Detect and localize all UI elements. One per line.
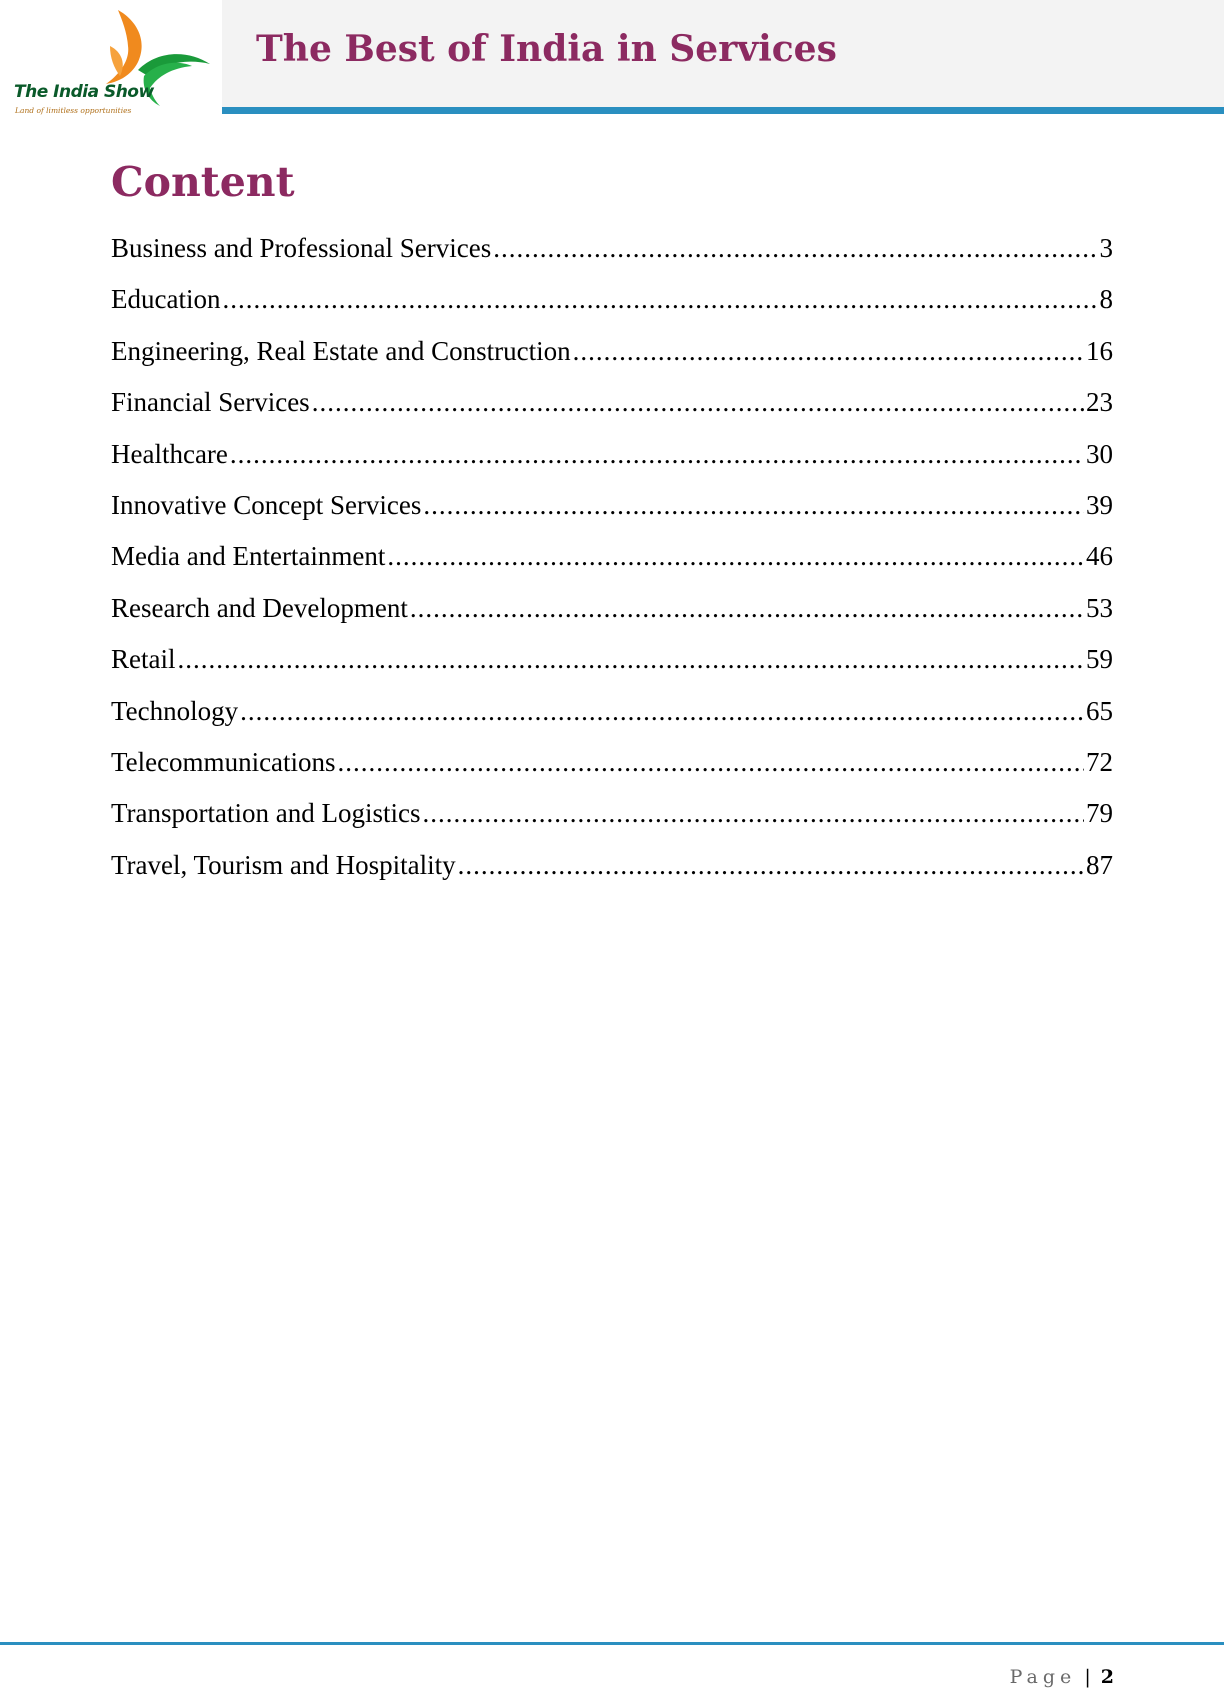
toc-leader (387, 541, 1084, 572)
document-title: The Best of India in Services (256, 28, 837, 70)
toc-entry[interactable] (111, 593, 1113, 644)
toc-entry[interactable] (111, 387, 1113, 438)
toc-entry-page: 87 (1086, 849, 1113, 880)
toc-leader (240, 696, 1084, 727)
toc-entry-page: 59 (1086, 644, 1113, 675)
toc-leader (423, 798, 1085, 829)
toc-entry[interactable] (111, 284, 1113, 335)
page-footer (1010, 1666, 1114, 1688)
toc-heading: Content (111, 158, 295, 206)
toc-entry[interactable] (111, 490, 1113, 541)
toc-entry-page: 65 (1086, 695, 1113, 726)
logo-tagline: Land of limitless opportunities (15, 106, 132, 115)
toc-entry[interactable] (111, 696, 1113, 747)
page-separator: | (1084, 1666, 1091, 1688)
toc-entry-label: Research and Development (111, 592, 408, 623)
toc-entry-label: Retail (111, 644, 176, 675)
header-rule (222, 107, 1224, 114)
toc-leader (573, 336, 1084, 367)
toc-entry-page: 79 (1086, 798, 1113, 829)
toc-entry[interactable] (111, 336, 1113, 387)
toc-leader (458, 850, 1084, 881)
toc-entry-label: Media and Entertainment (111, 541, 386, 572)
page-number: 2 (1100, 1666, 1114, 1688)
toc-entry-page: 16 (1086, 335, 1113, 366)
toc-leader (423, 490, 1084, 521)
toc-leader (177, 644, 1084, 675)
logo (10, 6, 215, 116)
toc-entry-label: Transportation and Logistics (111, 798, 421, 829)
toc-entry-page: 23 (1086, 387, 1113, 418)
toc-entry-label: Financial Services (111, 387, 310, 418)
toc-leader (222, 284, 1097, 315)
toc-entry-page: 53 (1086, 592, 1113, 623)
toc-entry-label: Technology (111, 695, 239, 726)
toc-entry[interactable] (111, 439, 1113, 490)
toc-entry-page: 3 (1099, 233, 1113, 263)
toc-entry-page: 8 (1099, 284, 1113, 315)
toc-entry-label: Business and Professional Services (111, 233, 492, 263)
toc-entry[interactable] (111, 747, 1113, 798)
toc-leader (312, 387, 1084, 418)
toc-leader (410, 593, 1084, 624)
toc-entry-label: Healthcare (111, 438, 228, 469)
toc-leader (493, 233, 1097, 264)
footer-rule (0, 1642, 1224, 1645)
toc-entry[interactable] (111, 233, 1113, 284)
toc-entry-label: Innovative Concept Services (111, 489, 422, 520)
page-label: Page (1009, 1666, 1077, 1688)
toc-entry[interactable] (111, 541, 1113, 592)
toc-entry-page: 72 (1086, 746, 1113, 777)
toc-entry-label: Telecommunications (111, 746, 336, 777)
toc-leader (230, 439, 1084, 470)
toc-entry[interactable] (111, 644, 1113, 695)
table-of-contents (111, 233, 1113, 901)
toc-entry-page: 39 (1086, 489, 1113, 520)
toc-entry-label: Education (111, 284, 221, 315)
toc-entry-page: 46 (1086, 541, 1113, 572)
toc-entry[interactable] (111, 850, 1113, 901)
toc-leader (338, 747, 1084, 778)
toc-entry[interactable] (111, 798, 1113, 849)
toc-entry-label: Engineering, Real Estate and Construction (111, 335, 571, 366)
logo-name: The India Show (14, 82, 154, 102)
toc-entry-label: Travel, Tourism and Hospitality (111, 849, 456, 880)
toc-entry-page: 30 (1086, 438, 1113, 469)
